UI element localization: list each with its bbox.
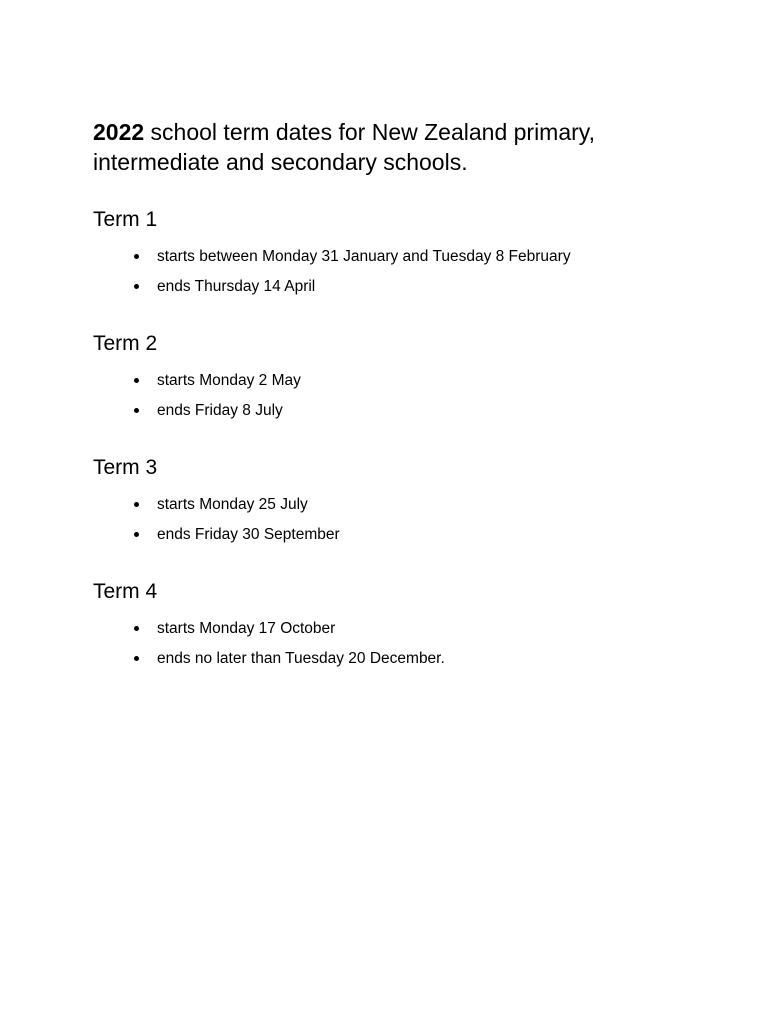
list-item bbox=[93, 525, 693, 555]
bullet-icon bbox=[134, 408, 139, 413]
term-2-section bbox=[93, 331, 693, 417]
term-heading: Term 4 bbox=[93, 580, 158, 603]
list-item-text: starts Monday 25 July bbox=[157, 496, 308, 513]
document-title bbox=[93, 117, 693, 177]
title-text: school term dates for New Zealand primary, intermediate and secondary schools. bbox=[93, 119, 595, 175]
bullet-icon bbox=[134, 532, 139, 537]
list-item bbox=[93, 619, 693, 649]
term-date-list bbox=[93, 495, 693, 555]
term-heading: Term 3 bbox=[93, 456, 158, 479]
term-heading: Term 1 bbox=[93, 208, 158, 231]
bullet-icon bbox=[134, 502, 139, 507]
title-year: 2022 bbox=[93, 119, 145, 145]
list-item bbox=[93, 371, 693, 401]
list-item-text: ends Friday 8 July bbox=[157, 402, 283, 419]
list-item bbox=[93, 495, 693, 525]
term-date-list bbox=[93, 619, 693, 679]
bullet-icon bbox=[134, 378, 139, 383]
term-1-section bbox=[93, 207, 693, 293]
list-item-text: starts Monday 2 May bbox=[157, 372, 301, 389]
term-3-section bbox=[93, 455, 693, 541]
term-4-section bbox=[93, 579, 693, 665]
list-item-text: ends Thursday 14 April bbox=[157, 278, 316, 295]
list-item bbox=[93, 401, 693, 431]
list-item-text: starts Monday 17 October bbox=[157, 620, 336, 637]
list-item-text: ends no later than Tuesday 20 December. bbox=[157, 650, 445, 667]
bullet-icon bbox=[134, 254, 139, 259]
term-date-list bbox=[93, 247, 693, 307]
list-item bbox=[93, 247, 693, 277]
bullet-icon bbox=[134, 656, 139, 661]
term-heading: Term 2 bbox=[93, 332, 158, 355]
bullet-icon bbox=[134, 284, 139, 289]
list-item bbox=[93, 277, 693, 307]
list-item bbox=[93, 649, 693, 679]
list-item-text: starts between Monday 31 January and Tuesday 8 February bbox=[157, 248, 571, 265]
list-item-text: ends Friday 30 September bbox=[157, 526, 340, 543]
bullet-icon bbox=[134, 626, 139, 631]
term-date-list bbox=[93, 371, 693, 431]
